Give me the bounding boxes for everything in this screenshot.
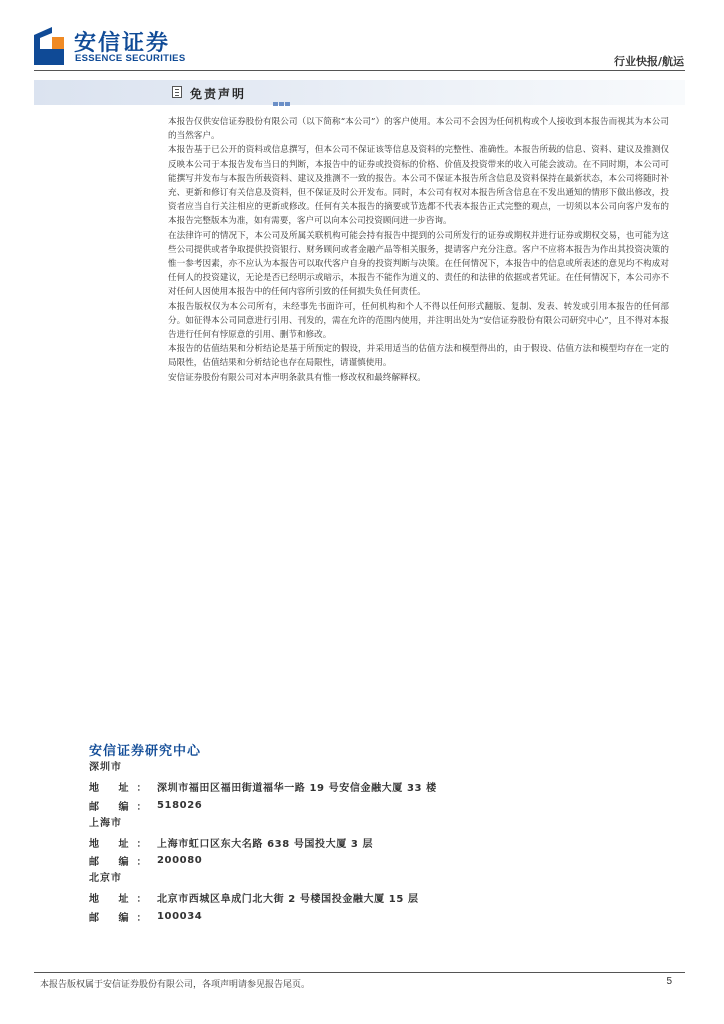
research-center-contact [89,740,589,926]
company-logo [34,26,194,66]
office-postcode-row [89,907,589,926]
office-city-beijing: 北京市 [89,873,122,884]
contact-title: 安信证券研究中心 [89,744,202,759]
essence-logo-icon [34,27,64,65]
office-postcode-row [89,852,589,871]
office-postcode: 200080 [157,855,203,867]
office-postcode: 518026 [157,799,203,811]
section-heading-band [34,80,685,105]
office-address-row [89,889,589,908]
address-label: 地 址： [89,894,155,906]
office-city-shenzhen: 深圳市 [89,762,122,773]
logo-english-name: ESSENCE SECURITIES [75,53,186,64]
address-label: 地 址： [89,783,155,795]
disclaimer-body [168,115,669,385]
logo-chinese-name: 安信证券 [74,31,171,56]
report-category: 行业快报/航运 [613,55,684,68]
office-address: 深圳市福田区福田街道福华一路 19 号安信金融大厦 33 楼 [157,783,437,795]
office-city-shanghai: 上海市 [89,817,122,829]
postcode-label: 邮 编： [89,912,155,924]
postcode-label: 邮 编： [89,801,155,813]
page-number: 5 [666,976,672,987]
document-icon [172,86,182,98]
disclaimer-paragraph: 本报告仅供安信证券股份有限公司（以下简称“本公司”）的客户使用。本公司不会因为任何机构或个人接收到本报告而视其为本公司的当然客户。 [168,117,669,142]
section-dots-decoration [273,91,293,95]
disclaimer-paragraph: 本报告的估值结果和分析结论是基于所预定的假设，并采用适当的估值方法和模型得出的，由于假设、估值方法和模型均存在一定的局限性，估值结果和分析结论也存在局限性，请谨慎使用。 [168,344,669,369]
address-label: 地 址： [89,838,155,850]
office-address-row [89,833,589,852]
header-divider [34,70,685,71]
disclaimer-paragraph: 安信证券股份有限公司对本声明条款具有惟一修改权和最终解释权。 [168,372,426,383]
disclaimer-paragraph: 本报告基于已公开的资料或信息撰写，但本公司不保证该等信息及资料的完整性、准确性。本报告所载的信息、资料、建议及推测仅反映本公司于本报告发布当日的判断，本报告中的证券或投资标的价格、价值及投资带来的收入可能会波动。在不同时期，本公司可能撰写并发布与本报告所载资料、建议及推测不一致的报告。本公司不保证本报告所含信息及资料保持在最新状态，本公司将随时补充、更新和修订有关信息及资料，但不保证及时公开发布。同时，本公司有权对本报告所含信息在不发出通知的情形下做出修改，投资者应当自行关注相应的更新或修改。任何有关本报告的摘要或节选都不代表本报告正式完整的观点，一切须以本公司向客户发布的本报告完整版本为准，如有需要，客户可以向本公司投资顾问进一步咨询。 [168,145,669,227]
office-address: 北京市西城区阜成门北大街 2 号楼国投金融大厦 15 层 [157,894,419,906]
disclaimer-paragraph: 在法律许可的情况下，本公司及所属关联机构可能会持有报告中提到的公司所发行的证券或期权并进行证券或期权交易，也可能为这些公司提供或者争取提供投资银行、财务顾问或者金融产品等相关服务，提请客户充分注意。客户不应将本报告为作出其投资决策的惟一参考因素，亦不应认为本报告可以取代客户自身的投资判断与决策。在任何情况下，本报告中的信息或所表述的意见均不构成对任何人的投资建议，无论是否已经明示或暗示，本报告不能作为道义的、责任的和法律的依据或者凭证。在任何情况下，本公司亦不对任何人因使用本报告中的任何内容所引致的任何损失负任何责任。 [168,230,669,298]
office-address: 上海市虹口区东大名路 638 号国投大厦 3 层 [157,838,374,850]
office-address-row [89,778,589,797]
section-title: 免责声明 [190,87,247,101]
office-postcode: 100034 [157,910,203,922]
footer-divider [34,972,685,973]
postcode-label: 邮 编： [89,857,155,869]
office-postcode-row [89,796,589,815]
disclaimer-paragraph: 本报告版权仅为本公司所有，未经事先书面许可，任何机构和个人不得以任何形式翻版、复制、发表、转发或引用本报告的任何部分。如征得本公司同意进行引用、刊发的，需在允许的范围内使用，并注明出处为“安信证券股份有限公司研究中心”，且不得对本报告进行任何有悖原意的引用、删节和修改。 [168,301,669,341]
footer-copyright-notice: 本报告版权属于安信证券股份有限公司，各项声明请参见报告尾页。 [40,980,311,990]
